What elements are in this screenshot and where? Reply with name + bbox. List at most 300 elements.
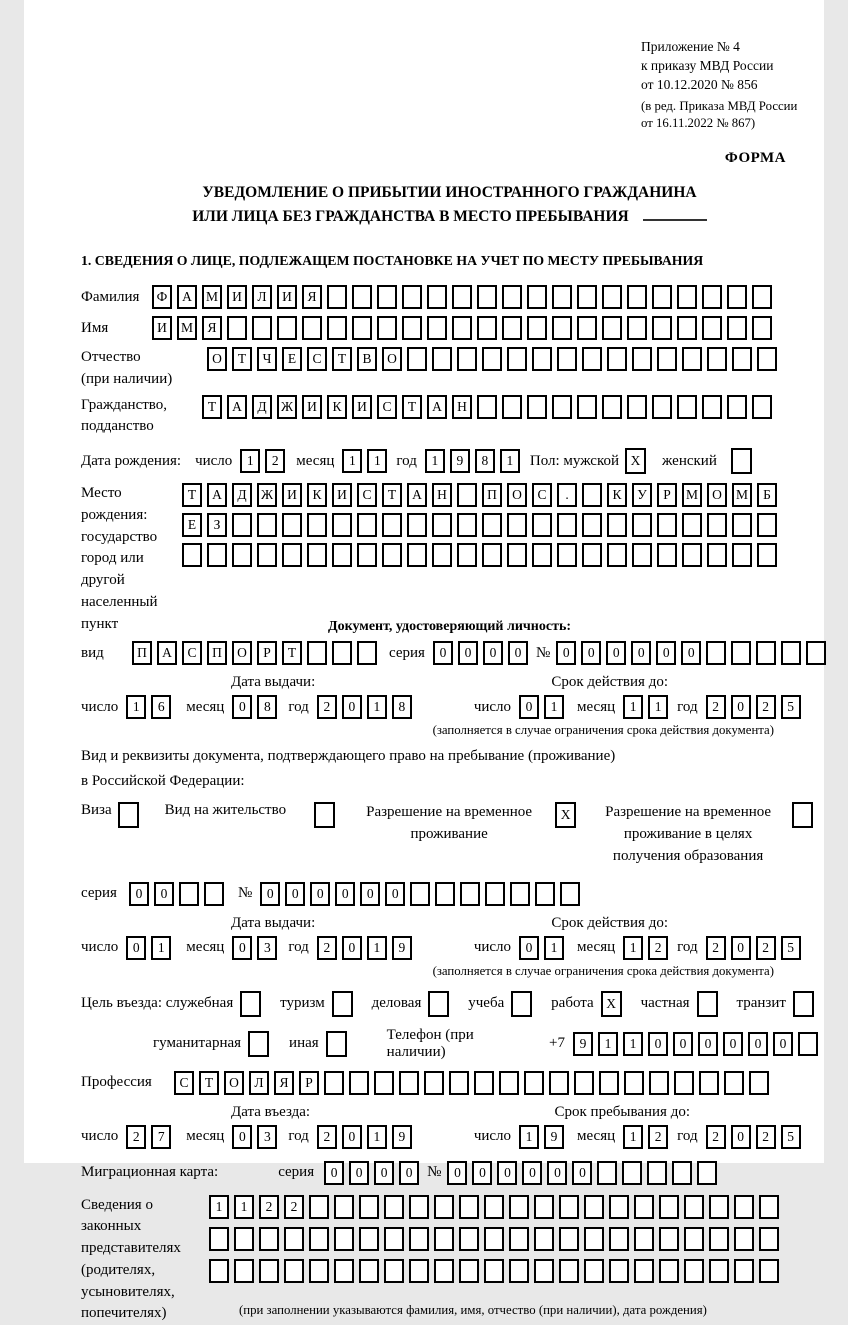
char-cell (407, 543, 427, 567)
char-cell: 0 (508, 641, 528, 665)
char-cell (357, 543, 377, 567)
char-cell (582, 483, 602, 507)
char-cell (434, 1259, 454, 1283)
char-cell (659, 1259, 679, 1283)
char-cell (684, 1259, 704, 1283)
char-cell (207, 543, 227, 567)
char-cell: И (332, 483, 352, 507)
month-label: месяц (186, 939, 225, 956)
char-cell (652, 395, 672, 419)
section-1-heading: 1. СВЕДЕНИЯ О ЛИЦЕ, ПОДЛЕЖАЩЕМ ПОСТАНОВКЕ НА УЧЕТ ПО МЕСТУ ПРЕБЫВАНИЯ (81, 253, 704, 269)
char-cell: Ф (152, 285, 172, 309)
char-cell: 0 (342, 936, 362, 960)
char-cell (460, 882, 480, 906)
char-cell (657, 543, 677, 567)
char-cell (609, 1259, 629, 1283)
char-cell (209, 1227, 229, 1251)
char-cell (798, 1032, 818, 1056)
char-cell (706, 641, 726, 665)
char-cell (302, 316, 322, 340)
representatives-row-2 (209, 1227, 779, 1251)
char-cell (534, 1227, 554, 1251)
char-cell (357, 641, 377, 665)
month-label: месяц (186, 698, 225, 715)
char-cell (326, 1031, 347, 1057)
char-cell: 0 (519, 936, 539, 960)
char-cell: 0 (497, 1161, 517, 1185)
char-cell: Ж (257, 483, 277, 507)
birth-day-boxes (240, 449, 285, 473)
char-cell: С (174, 1071, 194, 1095)
purpose-other-checkbox (326, 1031, 347, 1057)
char-cell (559, 1259, 579, 1283)
char-cell (674, 1071, 694, 1095)
char-cell: . (557, 483, 577, 507)
char-cell (682, 347, 702, 371)
amendment-line-2: от 16.11.2022 № 867) (641, 115, 756, 130)
char-cell (584, 1227, 604, 1251)
char-cell (399, 1071, 419, 1095)
char-cell: 0 (723, 1032, 743, 1056)
char-cell (582, 543, 602, 567)
temp-residence-label: Разрешение на временное проживание (366, 804, 533, 843)
char-cell (179, 882, 199, 906)
permit-valid-year-boxes (706, 936, 801, 960)
phone-boxes (573, 1032, 818, 1056)
char-cell (577, 395, 597, 419)
char-cell (781, 641, 801, 665)
char-cell (257, 543, 277, 567)
char-cell (552, 316, 572, 340)
birthplace-row-1 (182, 483, 777, 507)
char-cell: 1 (623, 1032, 643, 1056)
purpose-label: Цель въезда: служебная (81, 995, 234, 1012)
char-cell: 8 (257, 695, 277, 719)
char-cell (427, 285, 447, 309)
char-cell: 2 (648, 1125, 668, 1149)
char-cell (697, 1161, 717, 1185)
char-cell (749, 1071, 769, 1095)
patronymic-boxes (207, 347, 777, 371)
char-cell: 5 (781, 695, 801, 719)
appendix-header (641, 38, 848, 132)
char-cell: 8 (475, 449, 495, 473)
char-cell: М (732, 483, 752, 507)
char-cell: 6 (151, 695, 171, 719)
char-cell (657, 347, 677, 371)
char-cell (459, 1227, 479, 1251)
char-cell (677, 285, 697, 309)
char-cell (485, 882, 505, 906)
year-label: год (677, 1128, 698, 1145)
char-cell (731, 641, 751, 665)
char-cell: 0 (458, 641, 478, 665)
char-cell (502, 395, 522, 419)
char-cell (435, 882, 455, 906)
char-cell: С (357, 483, 377, 507)
year-label: год (288, 1128, 309, 1145)
char-cell (477, 395, 497, 419)
char-cell (609, 1195, 629, 1219)
char-cell (584, 1195, 604, 1219)
purpose-official-checkbox (240, 991, 261, 1017)
year-label: год (288, 939, 309, 956)
char-cell: 2 (756, 695, 776, 719)
char-cell (482, 513, 502, 537)
char-cell: К (607, 483, 627, 507)
char-cell: Р (299, 1071, 319, 1095)
char-cell (452, 316, 472, 340)
char-cell: 2 (317, 936, 337, 960)
birth-year-boxes (425, 449, 520, 473)
surname-boxes (152, 285, 772, 309)
char-cell (477, 316, 497, 340)
sex-male-label: Пол: мужской (529, 452, 620, 469)
char-cell: П (482, 483, 502, 507)
char-cell (507, 543, 527, 567)
char-cell: 0 (335, 882, 355, 906)
day-label: число (473, 1128, 512, 1145)
day-label: число (473, 698, 512, 715)
char-cell (757, 543, 777, 567)
char-cell (527, 395, 547, 419)
char-cell (607, 513, 627, 537)
char-cell (482, 347, 502, 371)
profession-label: Профессия (81, 1074, 152, 1091)
char-cell (240, 991, 261, 1017)
char-cell: 0 (606, 641, 626, 665)
birthplace-label: Место рождения: государство город или другой населенный пункт (81, 485, 158, 632)
year-label: год (288, 698, 309, 715)
char-cell: И (152, 316, 172, 340)
char-cell: 0 (342, 1125, 362, 1149)
doc-issue-month-boxes (232, 695, 277, 719)
doc-type-label: вид (81, 644, 104, 661)
char-cell (507, 513, 527, 537)
char-cell (582, 347, 602, 371)
char-cell (607, 347, 627, 371)
char-cell (309, 1259, 329, 1283)
patronymic-label: Отчество (при наличии) (81, 347, 207, 391)
char-cell (118, 802, 139, 828)
char-cell (457, 347, 477, 371)
temp-residence-edu-label: Разрешение на временное проживание в целях получения образования (605, 804, 772, 864)
char-cell: О (224, 1071, 244, 1095)
char-cell: 0 (522, 1161, 542, 1185)
char-cell (234, 1259, 254, 1283)
char-cell (359, 1259, 379, 1283)
char-cell (702, 316, 722, 340)
char-cell: 1 (209, 1195, 229, 1219)
char-cell (232, 513, 252, 537)
char-cell (284, 1227, 304, 1251)
purpose-work-checkbox (601, 991, 622, 1017)
char-cell (307, 641, 327, 665)
char-cell: 0 (324, 1161, 344, 1185)
char-cell: 1 (151, 936, 171, 960)
char-cell: Т (402, 395, 422, 419)
char-cell (682, 513, 702, 537)
char-cell (209, 1259, 229, 1283)
char-cell: Е (282, 347, 302, 371)
appendix-line-2: к приказу МВД России (641, 57, 774, 73)
char-cell: 7 (151, 1125, 171, 1149)
char-cell: 1 (544, 695, 564, 719)
char-cell: 1 (500, 449, 520, 473)
char-cell: А (157, 641, 177, 665)
char-cell (684, 1227, 704, 1251)
char-cell (632, 543, 652, 567)
mig-number-label: № (427, 1164, 442, 1181)
tourism-label: туризм (280, 995, 325, 1012)
char-cell: Р (257, 641, 277, 665)
char-cell: 1 (126, 695, 146, 719)
char-cell: 1 (234, 1195, 254, 1219)
char-cell (793, 991, 814, 1017)
char-cell: В (357, 347, 377, 371)
char-cell (659, 1227, 679, 1251)
char-cell: 2 (648, 936, 668, 960)
char-cell: Д (252, 395, 272, 419)
doc-type-boxes (132, 641, 377, 665)
char-cell (384, 1195, 404, 1219)
mig-number-boxes (447, 1161, 717, 1185)
char-cell (334, 1227, 354, 1251)
char-cell (499, 1071, 519, 1095)
char-cell (559, 1195, 579, 1219)
residence-permit-checkbox (314, 802, 335, 828)
purpose-private-checkbox (697, 991, 718, 1017)
char-cell (552, 285, 572, 309)
char-cell: П (207, 641, 227, 665)
char-cell (759, 1195, 779, 1219)
char-cell: 0 (154, 882, 174, 906)
char-cell (806, 641, 826, 665)
char-cell: 0 (547, 1161, 567, 1185)
char-cell (457, 513, 477, 537)
char-cell (449, 1071, 469, 1095)
char-cell (597, 1161, 617, 1185)
char-cell (432, 513, 452, 537)
char-cell: И (227, 285, 247, 309)
permit-issue-year-boxes (317, 936, 412, 960)
char-cell: 1 (623, 695, 643, 719)
char-cell (407, 513, 427, 537)
char-cell (457, 483, 477, 507)
char-cell: Ч (257, 347, 277, 371)
char-cell (559, 1227, 579, 1251)
char-cell (649, 1071, 669, 1095)
char-cell (659, 1195, 679, 1219)
char-cell (377, 285, 397, 309)
char-cell (574, 1071, 594, 1095)
day-label: число (81, 698, 119, 715)
char-cell (602, 285, 622, 309)
private-label: частная (640, 995, 690, 1012)
migration-card-label: Миграционная карта: (81, 1164, 219, 1181)
char-cell (282, 513, 302, 537)
char-cell: Т (382, 483, 402, 507)
char-cell (332, 991, 353, 1017)
purpose-humanitarian-checkbox (248, 1031, 269, 1057)
char-cell: 1 (425, 449, 445, 473)
char-cell (759, 1259, 779, 1283)
month-label: месяц (577, 698, 616, 715)
char-cell (634, 1195, 654, 1219)
form-page (24, 0, 824, 1322)
char-cell (627, 316, 647, 340)
char-cell (677, 395, 697, 419)
doc-issue-day-boxes (126, 695, 171, 719)
char-cell: 0 (731, 1125, 751, 1149)
char-cell (324, 1071, 344, 1095)
char-cell (709, 1259, 729, 1283)
char-cell (756, 641, 776, 665)
char-cell: 1 (623, 936, 643, 960)
char-cell (284, 1259, 304, 1283)
month-label: месяц (296, 452, 335, 469)
stay-year-boxes (706, 1125, 801, 1149)
char-cell: Л (249, 1071, 269, 1095)
form-title-line-1: УВЕДОМЛЕНИЕ О ПРИБЫТИИ ИНОСТРАННОГО ГРАЖДАНИНА (202, 184, 697, 202)
char-cell (657, 513, 677, 537)
char-cell: 2 (265, 449, 285, 473)
business-label: деловая (371, 995, 422, 1012)
char-cell (672, 1161, 692, 1185)
char-cell: 1 (598, 1032, 618, 1056)
permit-issue-month-boxes (232, 936, 277, 960)
char-cell (332, 543, 352, 567)
char-cell: Д (232, 483, 252, 507)
char-cell: А (227, 395, 247, 419)
char-cell (402, 285, 422, 309)
year-label: год (677, 939, 698, 956)
char-cell (752, 285, 772, 309)
char-cell: X (601, 991, 622, 1017)
purpose-transit-checkbox (793, 991, 814, 1017)
purpose-tourism-checkbox (332, 991, 353, 1017)
temp-residence-edu-checkbox (792, 802, 813, 828)
citizenship-boxes (202, 395, 772, 419)
char-cell (359, 1195, 379, 1219)
char-cell (557, 513, 577, 537)
char-cell: У (632, 483, 652, 507)
char-cell (752, 395, 772, 419)
char-cell: М (682, 483, 702, 507)
birth-month-boxes (342, 449, 387, 473)
char-cell (314, 802, 335, 828)
char-cell (352, 316, 372, 340)
char-cell (527, 316, 547, 340)
char-cell: А (427, 395, 447, 419)
char-cell (709, 1195, 729, 1219)
char-cell (557, 347, 577, 371)
char-cell (534, 1259, 554, 1283)
temp-residence-checkbox (555, 802, 576, 828)
char-cell: 0 (731, 695, 751, 719)
char-cell (534, 1195, 554, 1219)
char-cell (510, 882, 530, 906)
permit-series-label: серия (81, 885, 117, 902)
char-cell (627, 395, 647, 419)
permit-series-boxes (129, 882, 224, 906)
purpose-business-checkbox (428, 991, 449, 1017)
char-cell (407, 347, 427, 371)
char-cell (707, 513, 727, 537)
char-cell (734, 1259, 754, 1283)
char-cell (702, 395, 722, 419)
char-cell (652, 316, 672, 340)
char-cell (757, 347, 777, 371)
char-cell (332, 641, 352, 665)
char-cell: 9 (544, 1125, 564, 1149)
char-cell: 8 (392, 695, 412, 719)
char-cell (684, 1195, 704, 1219)
char-cell (282, 543, 302, 567)
char-cell (459, 1259, 479, 1283)
char-cell: К (307, 483, 327, 507)
name-label: Имя (81, 319, 109, 336)
doc-issue-date-label: Дата выдачи: (231, 674, 316, 691)
char-cell: X (625, 448, 646, 474)
char-cell (532, 543, 552, 567)
char-cell (582, 513, 602, 537)
char-cell: Я (302, 285, 322, 309)
char-cell (424, 1071, 444, 1095)
char-cell (359, 1227, 379, 1251)
char-cell: 0 (126, 936, 146, 960)
char-cell: 1 (648, 695, 668, 719)
char-cell: 2 (706, 936, 726, 960)
char-cell (432, 543, 452, 567)
char-cell: З (207, 513, 227, 537)
char-cell (434, 1195, 454, 1219)
char-cell: 1 (367, 449, 387, 473)
char-cell (634, 1227, 654, 1251)
char-cell (204, 882, 224, 906)
char-cell (511, 991, 532, 1017)
char-cell: 0 (232, 936, 252, 960)
char-cell: Т (182, 483, 202, 507)
work-label: работа (551, 995, 594, 1012)
char-cell (457, 543, 477, 567)
char-cell (727, 316, 747, 340)
char-cell (632, 347, 652, 371)
char-cell (349, 1071, 369, 1095)
stay-month-boxes (623, 1125, 668, 1149)
char-cell (307, 543, 327, 567)
char-cell: 0 (483, 641, 503, 665)
char-cell (307, 513, 327, 537)
char-cell (527, 285, 547, 309)
char-cell: 0 (433, 641, 453, 665)
char-cell: 2 (126, 1125, 146, 1149)
entry-year-boxes (317, 1125, 412, 1149)
char-cell: С (182, 641, 202, 665)
char-cell (759, 1227, 779, 1251)
day-label: число (195, 452, 233, 469)
char-cell: Л (252, 285, 272, 309)
char-cell (382, 543, 402, 567)
char-cell (702, 285, 722, 309)
char-cell: 0 (731, 936, 751, 960)
char-cell: И (282, 483, 302, 507)
char-cell (535, 882, 555, 906)
char-cell (327, 285, 347, 309)
char-cell (622, 1161, 642, 1185)
char-cell (357, 513, 377, 537)
char-cell: 0 (681, 641, 701, 665)
